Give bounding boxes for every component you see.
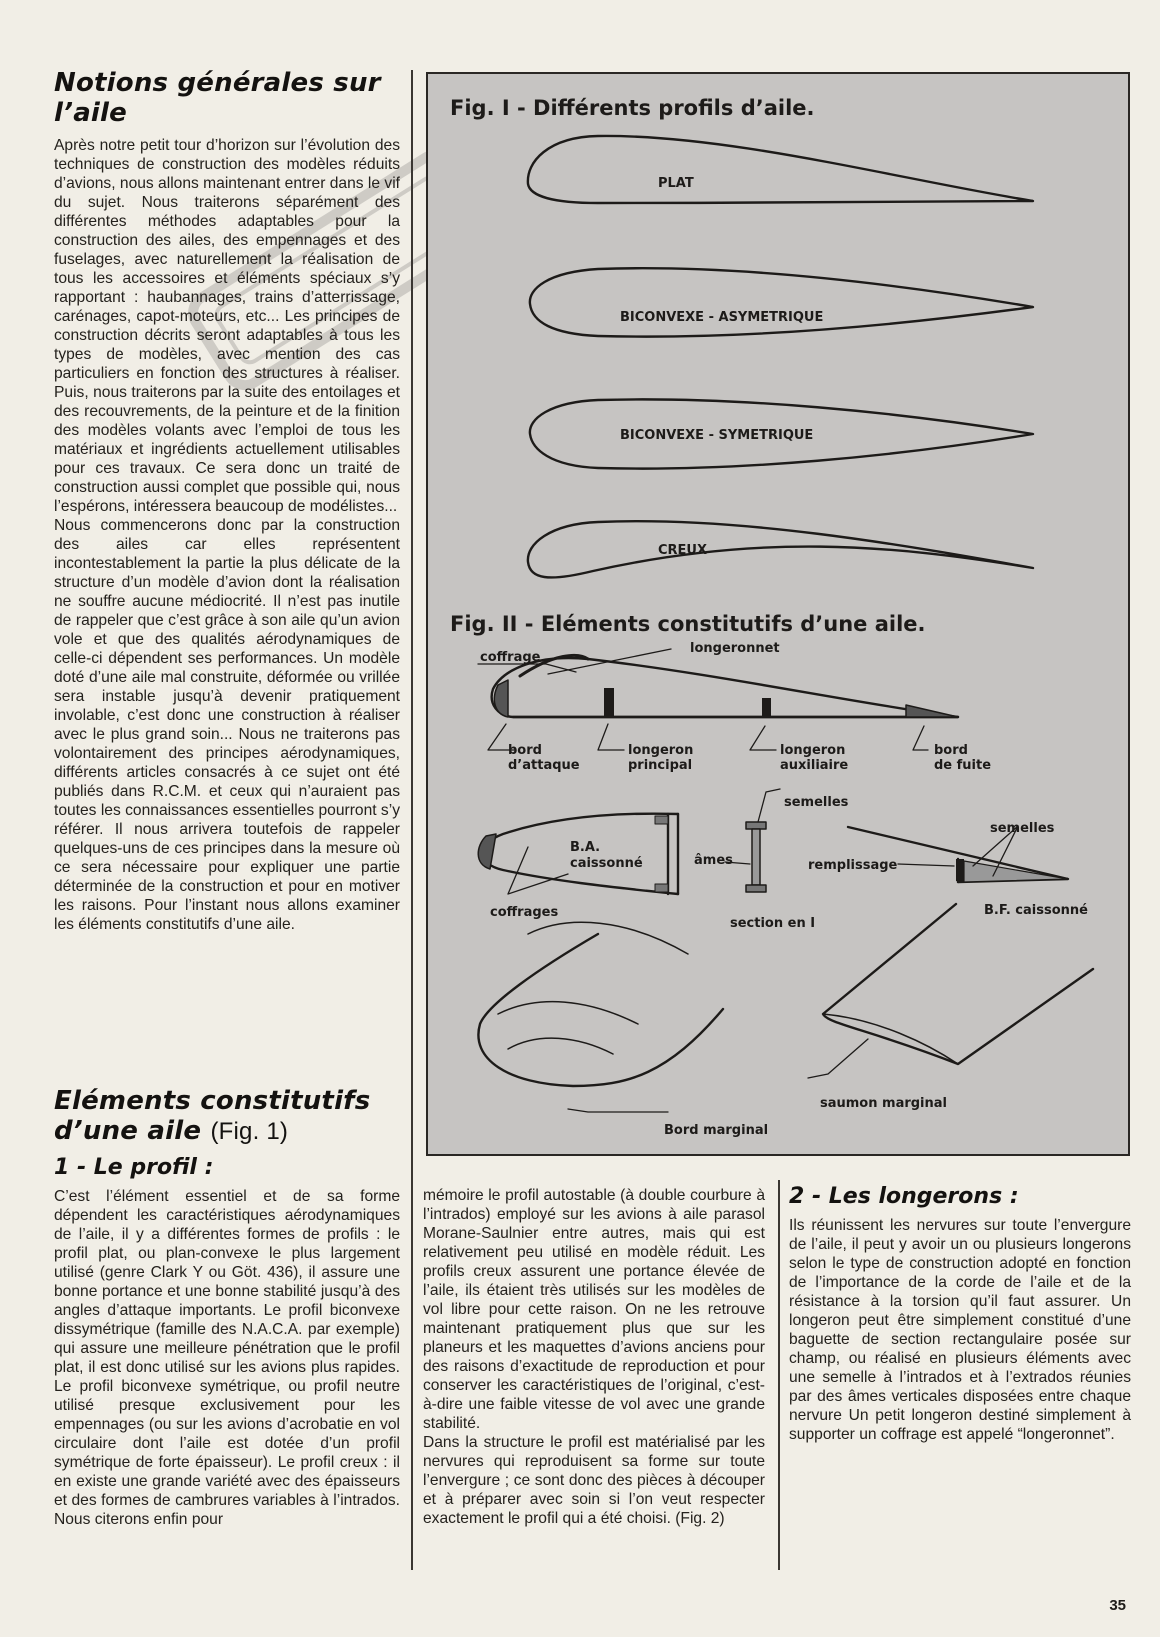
- label-coffrages: coffrages: [490, 905, 559, 920]
- paragraph-intro: Après notre petit tour d’horizon sur l’évolution des techniques de construction des modèles réduits d’avions, nous allons maintenant entrer dans le vif du sujet. Nous traiterons séparément des différentes méthodes adaptables pour la construction des ailes, des empennages et des fuselages, avec naturellement la réalisation de tous les accessoires et éléments spéciaux s’y rapportant : haubannages, trains d’atterrissage, carénages, capot-moteurs, etc... Les principes de construction décrits seront adaptables à tous les types de modèles, avec mention des cas particuliers en fonction des structures à réaliser. Puis, nous traiterons par la suite des entoilages et des recouvrements, de la peinture et de la finition des modèles volants avec l’emploi de tous les matériaux et ingrédients actuellement utilisables pour ces travaux. Ce sera donc un traité de construction aussi complet que possible qui, nous l’espérons, intéressera beaucoup de modélistes...: [54, 137, 400, 515]
- paragraph-ailes: Nous commencerons donc par la construction des ailes car elles représentent incontestablement la partie la plus délicate de la structure d’un modèle d’avion dont la réalisation ne souffre aucune médiocrité. Il n’est pas inutile de rappeler que c’est grâce à son aile qu’un avion vole et que des qualités aérodynamiques de celle-ci dépendent ses performances. Un modèle doté d’une aile mal construite, déformée ou vrillée sera instable jusqu’à devenir pratiquement involable, c’est donc une construction à réaliser avec le plus grand soin... Nous ne traiterons pas volontairement des principes aérodynamiques, différents articles consacrés à ce sujet ont été publiés dans R.C.M. et ceux qui n’auraient pas toutes les connaissances essentielles pourront s’y référer. Il nous arrivera toutefois de rappeler quelques-uns de ces principes dans la mesure où ce sera nécessaire pour expliquer une partie déterminée de la construction et pour en motiver les raisons. Pour l’instant nous allons examiner les éléments constitutifs d’une aile.: [54, 517, 400, 933]
- label-longeronnet: longeronnet: [690, 641, 780, 656]
- label-bf-caissonne: B.F. caissonné: [984, 903, 1088, 918]
- label-ba-caissonne-1: B.A.: [570, 840, 601, 855]
- label-bord-marginal: Bord marginal: [664, 1123, 769, 1138]
- label-ba-caissonne-2: caissonné: [570, 856, 643, 871]
- profile-plat-shape: [528, 136, 1033, 203]
- subheading-longerons: 2 - Les longerons :: [789, 1184, 1019, 1209]
- figure-reference: (Fig. 1): [210, 1118, 289, 1145]
- paragraph-autostable: mémoire le profil autostable (à double courbure à l’intrados) employé sur les avions à aile parasol Morane-Saulnier entre autres, mais qui est relativement peu utilisé en modèle réduit. Les profils creux assurent une portance élevée de l’aile, ils étaient très utilisés sur les modèles de vol libre pour cette raison. On ne les retrouve maintenant pratiquement plus que sur les planeurs et les maquettes d’avions anciens pour des raisons d’exactitude de reproduction et pour conserver les caractéristiques de l’original, c’est-à-dire une faible vitesse de vol avec une grande stabilité.: [423, 1187, 765, 1432]
- section-heading-elements-text: Eléments constitutifs d’une aile: [54, 1086, 371, 1146]
- label-longeron-auxiliaire-1: longeron: [780, 743, 846, 758]
- wing-section-outline: [492, 658, 958, 717]
- figure-drawings: [428, 74, 1128, 1154]
- column-rule-right: [778, 1180, 780, 1570]
- profile-biconvexe-asymetrique-shape: [530, 268, 1033, 336]
- saumon-marginal-shape: [823, 904, 1093, 1064]
- label-bord-attaque-2: d’attaque: [508, 758, 580, 773]
- fig2-title: Fig. II - Eléments constitutifs d’une aile.: [450, 612, 926, 636]
- label-bord-attaque-1: bord: [508, 743, 542, 758]
- figure-panel: [426, 72, 1130, 1156]
- profile-biconvexe-asymetrique-label: BICONVEXE - ASYMETRIQUE: [620, 310, 824, 325]
- page-number: 35: [1109, 1597, 1126, 1614]
- middle-column: [423, 1186, 765, 1528]
- profile-plat-label: PLAT: [658, 176, 694, 191]
- label-remplissage: remplissage: [808, 858, 898, 873]
- label-semelles-2: semelles: [990, 821, 1055, 836]
- left-column: [54, 68, 400, 934]
- profile-creux-shape: [528, 521, 1033, 577]
- right-column: [789, 1184, 1131, 1444]
- bord-marginal-shape: [478, 934, 723, 1086]
- left-column-lower: [54, 1086, 400, 1529]
- label-bord-fuite-2: de fuite: [934, 758, 992, 773]
- label-longeron-principal-2: principal: [628, 758, 693, 773]
- paragraph-longerons: Ils réunissent les nervures sur toute l’envergure de l’aile, il peut y avoir un ou plusieurs longerons selon le type de construction adopté en fonction de l’importance de la corde de l’aile et de la résistance à la torsion qu’il faut assurer. Un longeron peut être simplement constitué d’une baguette de section rectangulaire posée sur champ, ou réalisé en plusieurs éléments avec une semelle à l’intrados et à l’extrados réunies par des âmes verticales disposées entre chaque nervure Un petit longeron destiné simplement à supporter un coffrage est appelé “longeronnet”.: [789, 1217, 1131, 1443]
- profile-biconvexe-symetrique-label: BICONVEXE - SYMETRIQUE: [620, 428, 814, 443]
- profile-creux-label: CREUX: [658, 543, 708, 558]
- column-rule-left: [411, 70, 413, 1570]
- label-semelles-1: semelles: [784, 795, 849, 810]
- label-section-en-i: section en I: [730, 916, 816, 931]
- label-ames: âmes: [694, 853, 733, 868]
- section-heading-notions: Notions générales sur l’aile: [54, 68, 381, 128]
- section-heading-elements: [54, 1086, 400, 1147]
- label-longeron-principal-1: longeron: [628, 743, 694, 758]
- fig1-title: Fig. I - Différents profils d’aile.: [450, 96, 815, 120]
- paragraph-nervures: Dans la structure le profil est matérialisé par les nervures qui reproduisent sa forme sur toute l’envergure ; ce sont donc des pièces à découper et à préparer avec soin si l’on veut respecter exactement le profil qui a été choisi. (Fig. 2): [423, 1434, 765, 1527]
- label-bord-fuite-1: bord: [934, 743, 968, 758]
- label-coffrage: coffrage: [480, 650, 541, 665]
- label-longeron-auxiliaire-2: auxiliaire: [780, 758, 849, 773]
- subheading-profil: 1 - Le profil :: [54, 1155, 214, 1180]
- label-saumon-marginal: saumon marginal: [820, 1096, 947, 1111]
- paragraph-profil: C’est l’élément essentiel et de sa forme dépendent les caractéristiques aérodynamiques de l’aile, il y a différentes formes de profils : le profil plat, ou plan-convexe le plus largement utilisé (genre Clark Y ou Göt. 436), il assure une bonne portance et une bonne stabilité jusqu’à des angles d’attaque importants. Le profil biconvexe dissymétrique (famille des N.A.C.A. par exemple) qui assure une meilleure pénétration que le profil plat, il est donc utilisé sur les avions plus rapides. Le profil biconvexe symétrique, ou profil neutre utilisé presque exclusivement pour les empennages (ou sur les avions d’acrobatie en vol circulaire dont l’aile est dotée d’un profil symétrique de forte épaisseur). Le profil creux : il en existe une grande variété avec des épaisseurs et des formes de cambrures variables à l’intrados. Nous citerons enfin pour: [54, 1188, 400, 1528]
